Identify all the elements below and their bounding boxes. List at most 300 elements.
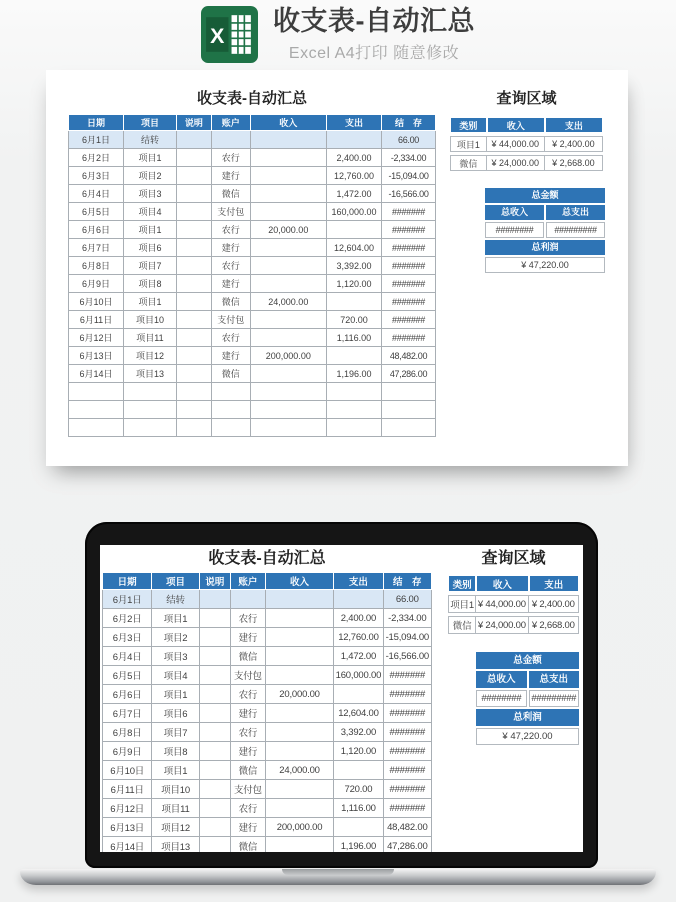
cell-note	[176, 383, 211, 401]
cell-date: 6月2日	[69, 149, 124, 167]
table-row	[69, 221, 436, 239]
cell-note	[176, 365, 211, 383]
total-profit-label: 总利润	[476, 709, 579, 726]
query-row	[448, 595, 579, 613]
cell-account: 建行	[230, 704, 265, 723]
cell-query-expense: ¥ 2,400.00	[545, 136, 603, 152]
cell-account: 微信	[230, 761, 265, 780]
table-row	[69, 167, 436, 185]
income-expense-table	[102, 572, 432, 852]
table-row	[103, 590, 432, 609]
cell-expense	[326, 401, 381, 419]
cell-date: 6月14日	[103, 837, 152, 853]
cell-income: 24,000.00	[250, 293, 326, 311]
cell-account: 支付包	[211, 203, 250, 221]
cell-project: 项目1	[124, 149, 177, 167]
query-title: 查询区域	[481, 550, 546, 567]
svg-text:X: X	[210, 24, 225, 49]
cell-note	[176, 311, 211, 329]
cell-balance: #######	[382, 257, 436, 275]
cell-account: 农行	[211, 221, 250, 239]
cell-date: 6月1日	[103, 590, 152, 609]
cell-expense	[334, 590, 383, 609]
cell-project: 项目1	[152, 685, 199, 704]
total-expense-value: #########	[546, 222, 605, 238]
product-subtitle: Excel A4打印 随意修改	[288, 44, 460, 62]
cell-account: 微信	[230, 647, 265, 666]
cell-expense: 720.00	[334, 780, 383, 799]
cell-query-income: ¥ 44,000.00	[487, 136, 545, 152]
cell-expense	[326, 221, 381, 239]
cell-account: 农行	[211, 257, 250, 275]
col-header-note: 说明	[199, 573, 230, 590]
query-header-row	[448, 575, 579, 592]
cell-balance: #######	[383, 761, 431, 780]
summary-title: 总金额	[476, 652, 579, 669]
table-row	[103, 647, 432, 666]
cell-balance: -15,094.00	[382, 167, 436, 185]
table-row	[103, 742, 432, 761]
cell-date: 6月4日	[69, 185, 124, 203]
total-profit-value: ¥ 47,220.00	[476, 728, 579, 745]
cell-date	[69, 383, 124, 401]
cell-account	[211, 401, 250, 419]
cell-project: 项目13	[152, 837, 199, 853]
cell-expense: 12,760.00	[334, 628, 383, 647]
cell-income	[250, 167, 326, 185]
total-income-value: ########	[476, 690, 527, 707]
cell-query-expense: ¥ 2,668.00	[529, 616, 579, 634]
cell-balance: 47,286.00	[383, 837, 431, 853]
cell-date: 6月2日	[103, 609, 152, 628]
cell-account: 支付包	[230, 666, 265, 685]
cell-note	[199, 704, 230, 723]
cell-note	[176, 221, 211, 239]
table-row	[103, 685, 432, 704]
cell-expense: 1,196.00	[326, 365, 381, 383]
sheet-title: 收支表-自动汇总	[197, 90, 307, 107]
cell-income	[250, 149, 326, 167]
cell-note	[199, 590, 230, 609]
cell-expense: 12,604.00	[334, 704, 383, 723]
main-table-header-row	[103, 573, 432, 590]
summary-box	[476, 652, 579, 745]
cell-account: 建行	[230, 818, 265, 837]
cell-income: 200,000.00	[265, 818, 333, 837]
cell-income	[250, 401, 326, 419]
cell-project: 项目1	[152, 609, 199, 628]
laptop-base	[20, 869, 656, 885]
cell-balance: #######	[382, 275, 436, 293]
table-row	[103, 704, 432, 723]
cell-project: 项目7	[124, 257, 177, 275]
cell-balance: -15,094.00	[383, 628, 431, 647]
cell-note	[176, 185, 211, 203]
cell-note	[176, 203, 211, 221]
cell-note	[199, 780, 230, 799]
brand-text	[273, 6, 475, 62]
cell-date: 6月6日	[69, 221, 124, 239]
cell-note	[176, 401, 211, 419]
total-expense-label: 总支出	[529, 671, 580, 688]
table-row	[69, 203, 436, 221]
cell-account	[230, 590, 265, 609]
cell-account: 农行	[230, 799, 265, 818]
cell-expense: 1,120.00	[334, 742, 383, 761]
query-row	[448, 616, 579, 634]
table-row	[103, 666, 432, 685]
cell-income	[265, 704, 333, 723]
cell-income	[250, 239, 326, 257]
cell-expense	[326, 131, 381, 149]
cell-note	[176, 419, 211, 437]
cell-income	[250, 365, 326, 383]
cell-project: 项目1	[124, 221, 177, 239]
table-row	[103, 723, 432, 742]
cell-expense: 1,116.00	[334, 799, 383, 818]
cell-date: 6月13日	[103, 818, 152, 837]
cell-date: 6月6日	[103, 685, 152, 704]
total-income-value: ########	[485, 222, 544, 238]
cell-income: 20,000.00	[265, 685, 333, 704]
cell-expense	[334, 761, 383, 780]
table-row	[103, 780, 432, 799]
cell-expense: 1,120.00	[326, 275, 381, 293]
cell-balance: #######	[382, 203, 436, 221]
sheet-title: 收支表-自动汇总	[208, 550, 326, 567]
col-header-income: 收入	[265, 573, 333, 590]
cell-date: 6月3日	[103, 628, 152, 647]
cell-date: 6月13日	[69, 347, 124, 365]
cell-query-income: ¥ 24,000.00	[476, 616, 528, 634]
query-area	[448, 548, 579, 745]
cell-note	[176, 275, 211, 293]
table-row	[69, 293, 436, 311]
cell-balance: #######	[383, 685, 431, 704]
table-row	[103, 761, 432, 780]
cell-expense: 1,116.00	[326, 329, 381, 347]
cell-balance: #######	[383, 799, 431, 818]
cell-income	[250, 311, 326, 329]
cell-income: 20,000.00	[250, 221, 326, 239]
cell-note	[199, 837, 230, 853]
table-row	[69, 347, 436, 365]
cell-project: 结转	[152, 590, 199, 609]
cell-expense: 1,472.00	[326, 185, 381, 203]
col-header-expense: 支出	[326, 115, 381, 131]
cell-date: 6月14日	[69, 365, 124, 383]
cell-account: 建行	[211, 239, 250, 257]
col-header-query-expense: 支出	[529, 575, 579, 592]
table-row	[69, 275, 436, 293]
total-expense-value: #########	[529, 690, 580, 707]
cell-project: 项目12	[124, 347, 177, 365]
cell-account	[211, 383, 250, 401]
cell-account: 微信	[211, 365, 250, 383]
cell-note	[176, 239, 211, 257]
table-row	[69, 401, 436, 419]
col-header-category: 类别	[450, 117, 487, 133]
cell-balance: #######	[383, 723, 431, 742]
cell-income	[265, 609, 333, 628]
cell-note	[199, 723, 230, 742]
cell-balance: #######	[382, 329, 436, 347]
header	[0, 6, 676, 63]
income-expense-table	[68, 114, 436, 437]
cell-note	[176, 149, 211, 167]
table-row	[103, 609, 432, 628]
cell-account: 建行	[211, 347, 250, 365]
cell-date: 6月9日	[69, 275, 124, 293]
cell-note	[176, 131, 211, 149]
cell-expense: 1,196.00	[334, 837, 383, 853]
col-header-project: 项目	[124, 115, 177, 131]
cell-note	[199, 685, 230, 704]
cell-balance: #######	[382, 239, 436, 257]
cell-project: 项目1	[124, 293, 177, 311]
table-row	[103, 837, 432, 853]
total-income-label: 总收入	[485, 205, 544, 220]
table-row	[69, 419, 436, 437]
cell-expense: 2,400.00	[334, 609, 383, 628]
cell-account	[211, 131, 250, 149]
cell-balance: 47,286.00	[382, 365, 436, 383]
cell-date: 6月7日	[103, 704, 152, 723]
cell-balance	[382, 383, 436, 401]
col-header-query-income: 收入	[487, 117, 545, 133]
table-row	[69, 329, 436, 347]
cell-expense	[326, 347, 381, 365]
cell-date: 6月8日	[69, 257, 124, 275]
cell-note	[199, 609, 230, 628]
cell-balance: -2,334.00	[382, 149, 436, 167]
col-header-balance: 结 存	[383, 573, 431, 590]
cell-account: 农行	[211, 149, 250, 167]
cell-project	[124, 401, 177, 419]
paper-preview	[46, 70, 628, 466]
cell-account: 支付包	[211, 311, 250, 329]
cell-account: 农行	[211, 329, 250, 347]
cell-account: 建行	[230, 628, 265, 647]
cell-project: 结转	[124, 131, 177, 149]
cell-project: 项目11	[152, 799, 199, 818]
cell-project: 项目3	[124, 185, 177, 203]
cell-note	[199, 761, 230, 780]
cell-expense	[326, 383, 381, 401]
cell-balance: -16,566.00	[383, 647, 431, 666]
cell-expense: 160,000.00	[334, 666, 383, 685]
cell-note	[176, 257, 211, 275]
cell-income	[250, 185, 326, 203]
cell-project	[124, 419, 177, 437]
cell-date: 6月8日	[103, 723, 152, 742]
product-title: 收支表-自动汇总	[273, 6, 475, 37]
cell-expense: 3,392.00	[334, 723, 383, 742]
cell-balance: #######	[382, 221, 436, 239]
col-header-expense: 支出	[334, 573, 383, 590]
table-row	[69, 149, 436, 167]
laptop-bezel	[85, 522, 598, 868]
cell-income	[250, 131, 326, 149]
table-row	[69, 383, 436, 401]
cell-note	[199, 628, 230, 647]
query-header-row	[450, 117, 603, 133]
cell-date: 6月5日	[103, 666, 152, 685]
cell-account: 农行	[230, 685, 265, 704]
cell-account: 农行	[230, 723, 265, 742]
cell-expense: 12,604.00	[326, 239, 381, 257]
main-table-area	[68, 88, 436, 437]
laptop-notch	[282, 869, 394, 875]
col-header-account: 账户	[211, 115, 250, 131]
cell-account: 建行	[211, 167, 250, 185]
cell-project: 项目10	[152, 780, 199, 799]
col-header-date: 日期	[69, 115, 124, 131]
cell-expense	[334, 685, 383, 704]
cell-category: 项目1	[450, 136, 487, 152]
cell-project: 项目11	[124, 329, 177, 347]
table-row	[103, 799, 432, 818]
cell-date: 6月10日	[103, 761, 152, 780]
cell-expense: 1,472.00	[334, 647, 383, 666]
excel-icon	[201, 6, 258, 63]
cell-project: 项目10	[124, 311, 177, 329]
cell-date: 6月11日	[103, 780, 152, 799]
main-table-header-row	[69, 115, 436, 131]
table-row	[69, 239, 436, 257]
table-row	[69, 131, 436, 149]
cell-account: 建行	[211, 275, 250, 293]
cell-category: 项目1	[448, 595, 476, 613]
col-header-project: 项目	[152, 573, 199, 590]
cell-expense	[326, 293, 381, 311]
cell-income	[265, 666, 333, 685]
cell-expense: 12,760.00	[326, 167, 381, 185]
cell-date: 6月7日	[69, 239, 124, 257]
cell-balance	[382, 419, 436, 437]
col-header-balance: 结 存	[382, 115, 436, 131]
col-header-query-expense: 支出	[545, 117, 603, 133]
table-row	[103, 818, 432, 837]
cell-account	[211, 419, 250, 437]
cell-income	[265, 590, 333, 609]
cell-balance: #######	[382, 293, 436, 311]
cell-project: 项目12	[152, 818, 199, 837]
cell-account: 微信	[211, 293, 250, 311]
cell-category: 微信	[450, 155, 487, 171]
cell-expense: 3,392.00	[326, 257, 381, 275]
laptop-screen	[100, 545, 583, 852]
cell-balance: #######	[383, 704, 431, 723]
cell-balance: 48,482.00	[382, 347, 436, 365]
cell-income	[265, 742, 333, 761]
col-header-account: 账户	[230, 573, 265, 590]
cell-account: 建行	[230, 742, 265, 761]
cell-query-income: ¥ 44,000.00	[476, 595, 528, 613]
col-header-date: 日期	[103, 573, 152, 590]
cell-expense: 720.00	[326, 311, 381, 329]
cell-account: 支付包	[230, 780, 265, 799]
cell-project	[124, 383, 177, 401]
table-row	[69, 185, 436, 203]
col-header-income: 收入	[250, 115, 326, 131]
table-row	[69, 365, 436, 383]
cell-account: 微信	[230, 837, 265, 853]
total-income-label: 总收入	[476, 671, 527, 688]
col-header-category: 类别	[448, 575, 476, 592]
cell-date: 6月9日	[103, 742, 152, 761]
cell-date: 6月5日	[69, 203, 124, 221]
cell-date: 6月1日	[69, 131, 124, 149]
cell-date: 6月12日	[69, 329, 124, 347]
cell-balance: #######	[383, 742, 431, 761]
cell-income	[265, 723, 333, 742]
cell-project: 项目4	[124, 203, 177, 221]
total-profit-label: 总利润	[485, 240, 605, 255]
main-table-area	[102, 548, 432, 852]
cell-project: 项目13	[124, 365, 177, 383]
table-row	[69, 257, 436, 275]
cell-note	[176, 347, 211, 365]
cell-income	[265, 647, 333, 666]
query-row	[450, 155, 603, 171]
cell-date: 6月12日	[103, 799, 152, 818]
table-row	[103, 628, 432, 647]
cell-balance: -16,566.00	[382, 185, 436, 203]
table-row	[69, 311, 436, 329]
cell-income: 200,000.00	[250, 347, 326, 365]
cell-note	[199, 818, 230, 837]
col-header-query-income: 收入	[476, 575, 528, 592]
query-table	[448, 572, 579, 637]
cell-expense: 2,400.00	[326, 149, 381, 167]
cell-query-income: ¥ 24,000.00	[487, 155, 545, 171]
cell-date: 6月4日	[103, 647, 152, 666]
cell-balance: -2,334.00	[383, 609, 431, 628]
cell-account: 微信	[211, 185, 250, 203]
cell-income	[265, 799, 333, 818]
query-table	[450, 114, 603, 174]
total-profit-value: ¥ 47,220.00	[485, 257, 605, 273]
summary-title: 总金额	[485, 188, 605, 203]
cell-balance: 66.00	[383, 590, 431, 609]
cell-date: 6月10日	[69, 293, 124, 311]
cell-income	[250, 383, 326, 401]
col-header-note: 说明	[176, 115, 211, 131]
cell-project: 项目2	[152, 628, 199, 647]
cell-date: 6月11日	[69, 311, 124, 329]
query-area	[450, 88, 603, 273]
cell-balance: #######	[382, 311, 436, 329]
cell-note	[199, 799, 230, 818]
cell-note	[176, 167, 211, 185]
laptop-sheet	[100, 545, 583, 852]
cell-query-expense: ¥ 2,400.00	[529, 595, 579, 613]
cell-account: 农行	[230, 609, 265, 628]
cell-income	[265, 780, 333, 799]
cell-balance: #######	[383, 780, 431, 799]
query-row	[450, 136, 603, 152]
cell-income	[250, 257, 326, 275]
cell-balance: 48,482.00	[383, 818, 431, 837]
cell-income	[250, 329, 326, 347]
cell-expense	[326, 419, 381, 437]
cell-expense: 160,000.00	[326, 203, 381, 221]
cell-income	[250, 419, 326, 437]
cell-income	[250, 203, 326, 221]
cell-project: 项目8	[152, 742, 199, 761]
cell-project: 项目6	[124, 239, 177, 257]
